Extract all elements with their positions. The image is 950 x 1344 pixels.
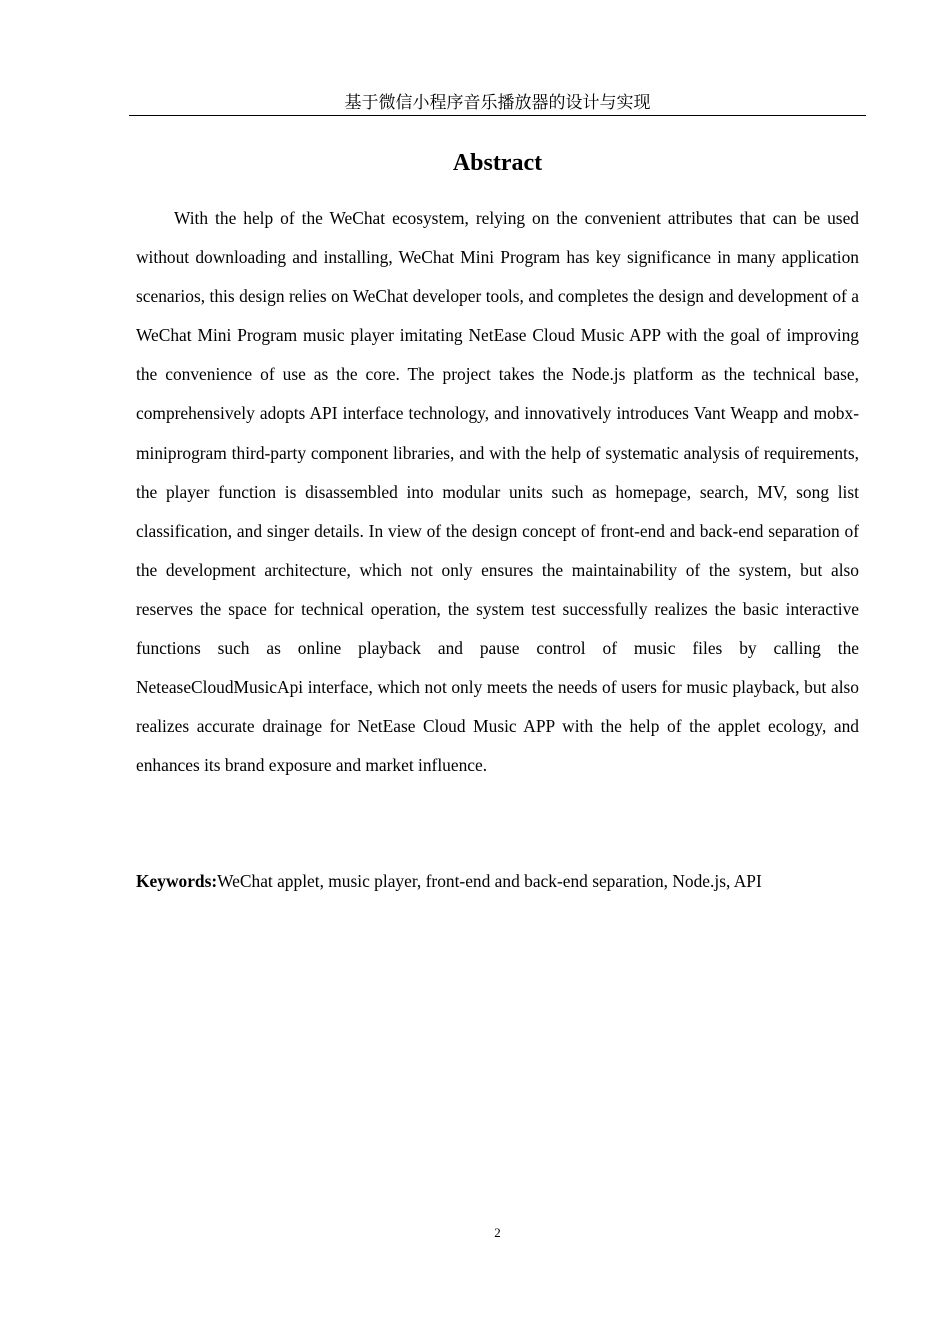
keywords-label: Keywords: xyxy=(136,871,218,891)
abstract-body: With the help of the WeChat ecosystem, relying on the convenient attributes that can be used without downloading and installing, WeChat Mini Program has key significance in many application scenarios, this design relies on WeChat developer tools, and completes the design and development of a WeChat Mini Program music player imitating NetEase Cloud Music APP with the goal of improving the convenience of use as the core. The project takes the Node.js platform as the technical base, comprehensively adopts API interface technology, and innovatively introduces Vant Weapp and mobx-miniprogram third-party component libraries, and with the help of systematic analysis of requirements, the player function is disassembled into modular units such as homepage, search, MV, song list classification, and singer details. In view of the design concept of front-end and back-end separation of the development architecture, which not only ensures the maintainability of the system, but also reserves the space for technical operation, the system test successfully realizes the basic interactive functions such as online playback and pause control of music files by calling the NeteaseCloudMusicApi interface, which not only meets the needs of users for music playback, but also realizes accurate drainage for NetEase Cloud Music APP with the help of the applet ecology, and enhances its brand exposure and market influence. xyxy=(136,208,859,776)
keywords-value: WeChat applet, music player, front-end and back-end separation, Node.js, API xyxy=(217,871,762,891)
running-header: 基于微信小程序音乐播放器的设计与实现 xyxy=(344,93,651,113)
header-divider xyxy=(129,115,866,116)
keywords-line xyxy=(136,866,859,896)
abstract-title: Abstract xyxy=(452,150,543,176)
page-number: 2 xyxy=(494,1225,501,1240)
